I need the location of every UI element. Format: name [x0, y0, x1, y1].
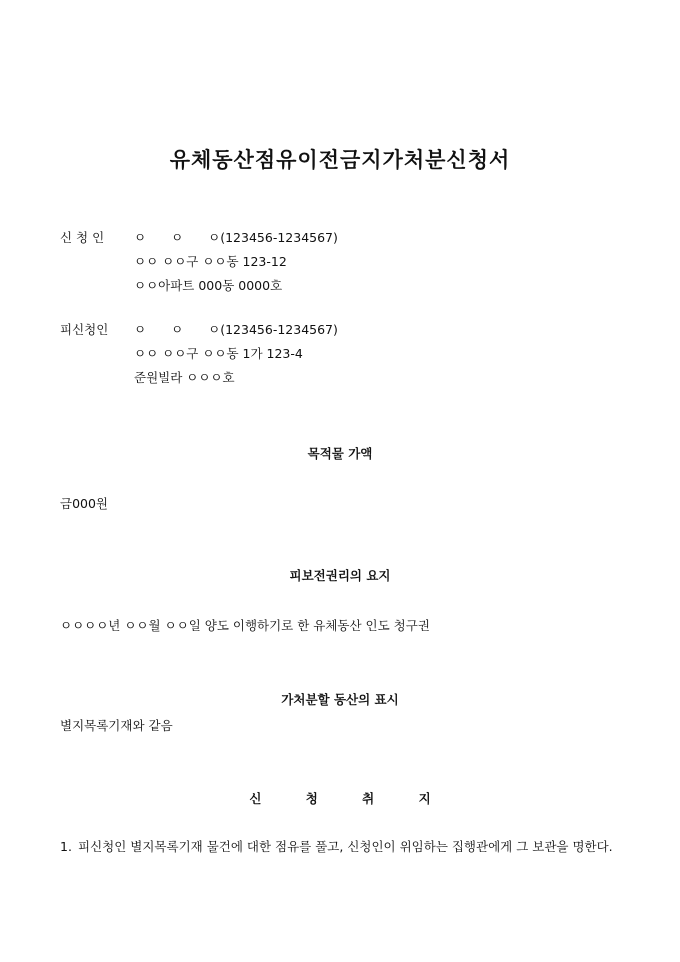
purpose-item-1-number: 1.: [60, 839, 72, 854]
respondent-block: [60, 318, 338, 390]
applicant-row-3: [60, 274, 338, 298]
goods-section-title: 가처분할 동산의 표시: [281, 692, 399, 707]
respondent-row-3: [60, 366, 338, 390]
purpose-item-1-text: 피신청인 별지목록기재 물건에 대한 점유를 풀고, 신청인이 위임하는 집행관에게 그 보관을 명한다.: [78, 839, 613, 854]
applicant-row-2: [60, 250, 338, 274]
right-section-title: 피보전권리의 요지: [289, 568, 391, 583]
respondent-address-2: 준원빌라 ㅇㅇㅇ호: [134, 370, 235, 385]
right-text: ㅇㅇㅇㅇ년 ㅇㅇ월 ㅇㅇ일 양도 이행하기로 한 유체동산 인도 청구권: [60, 618, 430, 633]
applicant-label: 신 청 인: [60, 230, 105, 245]
value-section-title: 목적물 가액: [307, 446, 373, 461]
purpose-item-1: [60, 834, 626, 859]
respondent-row-2: [60, 342, 338, 366]
respondent-address-1: ㅇㅇ ㅇㅇ구 ㅇㅇ동 1가 123-4: [134, 346, 303, 361]
respondent-label: 피신청인: [60, 322, 109, 337]
respondent-row-1: [60, 318, 338, 342]
applicant-address-1: ㅇㅇ ㅇㅇ구 ㅇㅇ동 123-12: [134, 254, 287, 269]
applicant-address-2: ㅇㅇ아파트 000동 0000호: [134, 278, 283, 293]
respondent-name-id: ㅇ ㅇ ㅇ(123456-1234567): [134, 322, 338, 337]
applicant-name-id: ㅇ ㅇ ㅇ(123456-1234567): [134, 230, 338, 245]
purpose-section-title: 신 청 취 지: [249, 791, 451, 806]
applicant-row-1: [60, 226, 338, 250]
applicant-block: [60, 226, 338, 298]
value-text: 금000원: [60, 496, 109, 511]
goods-text: 별지목록기재와 같음: [60, 718, 173, 733]
document-title: 유체동산점유이전금지가처분신청서: [169, 147, 511, 172]
